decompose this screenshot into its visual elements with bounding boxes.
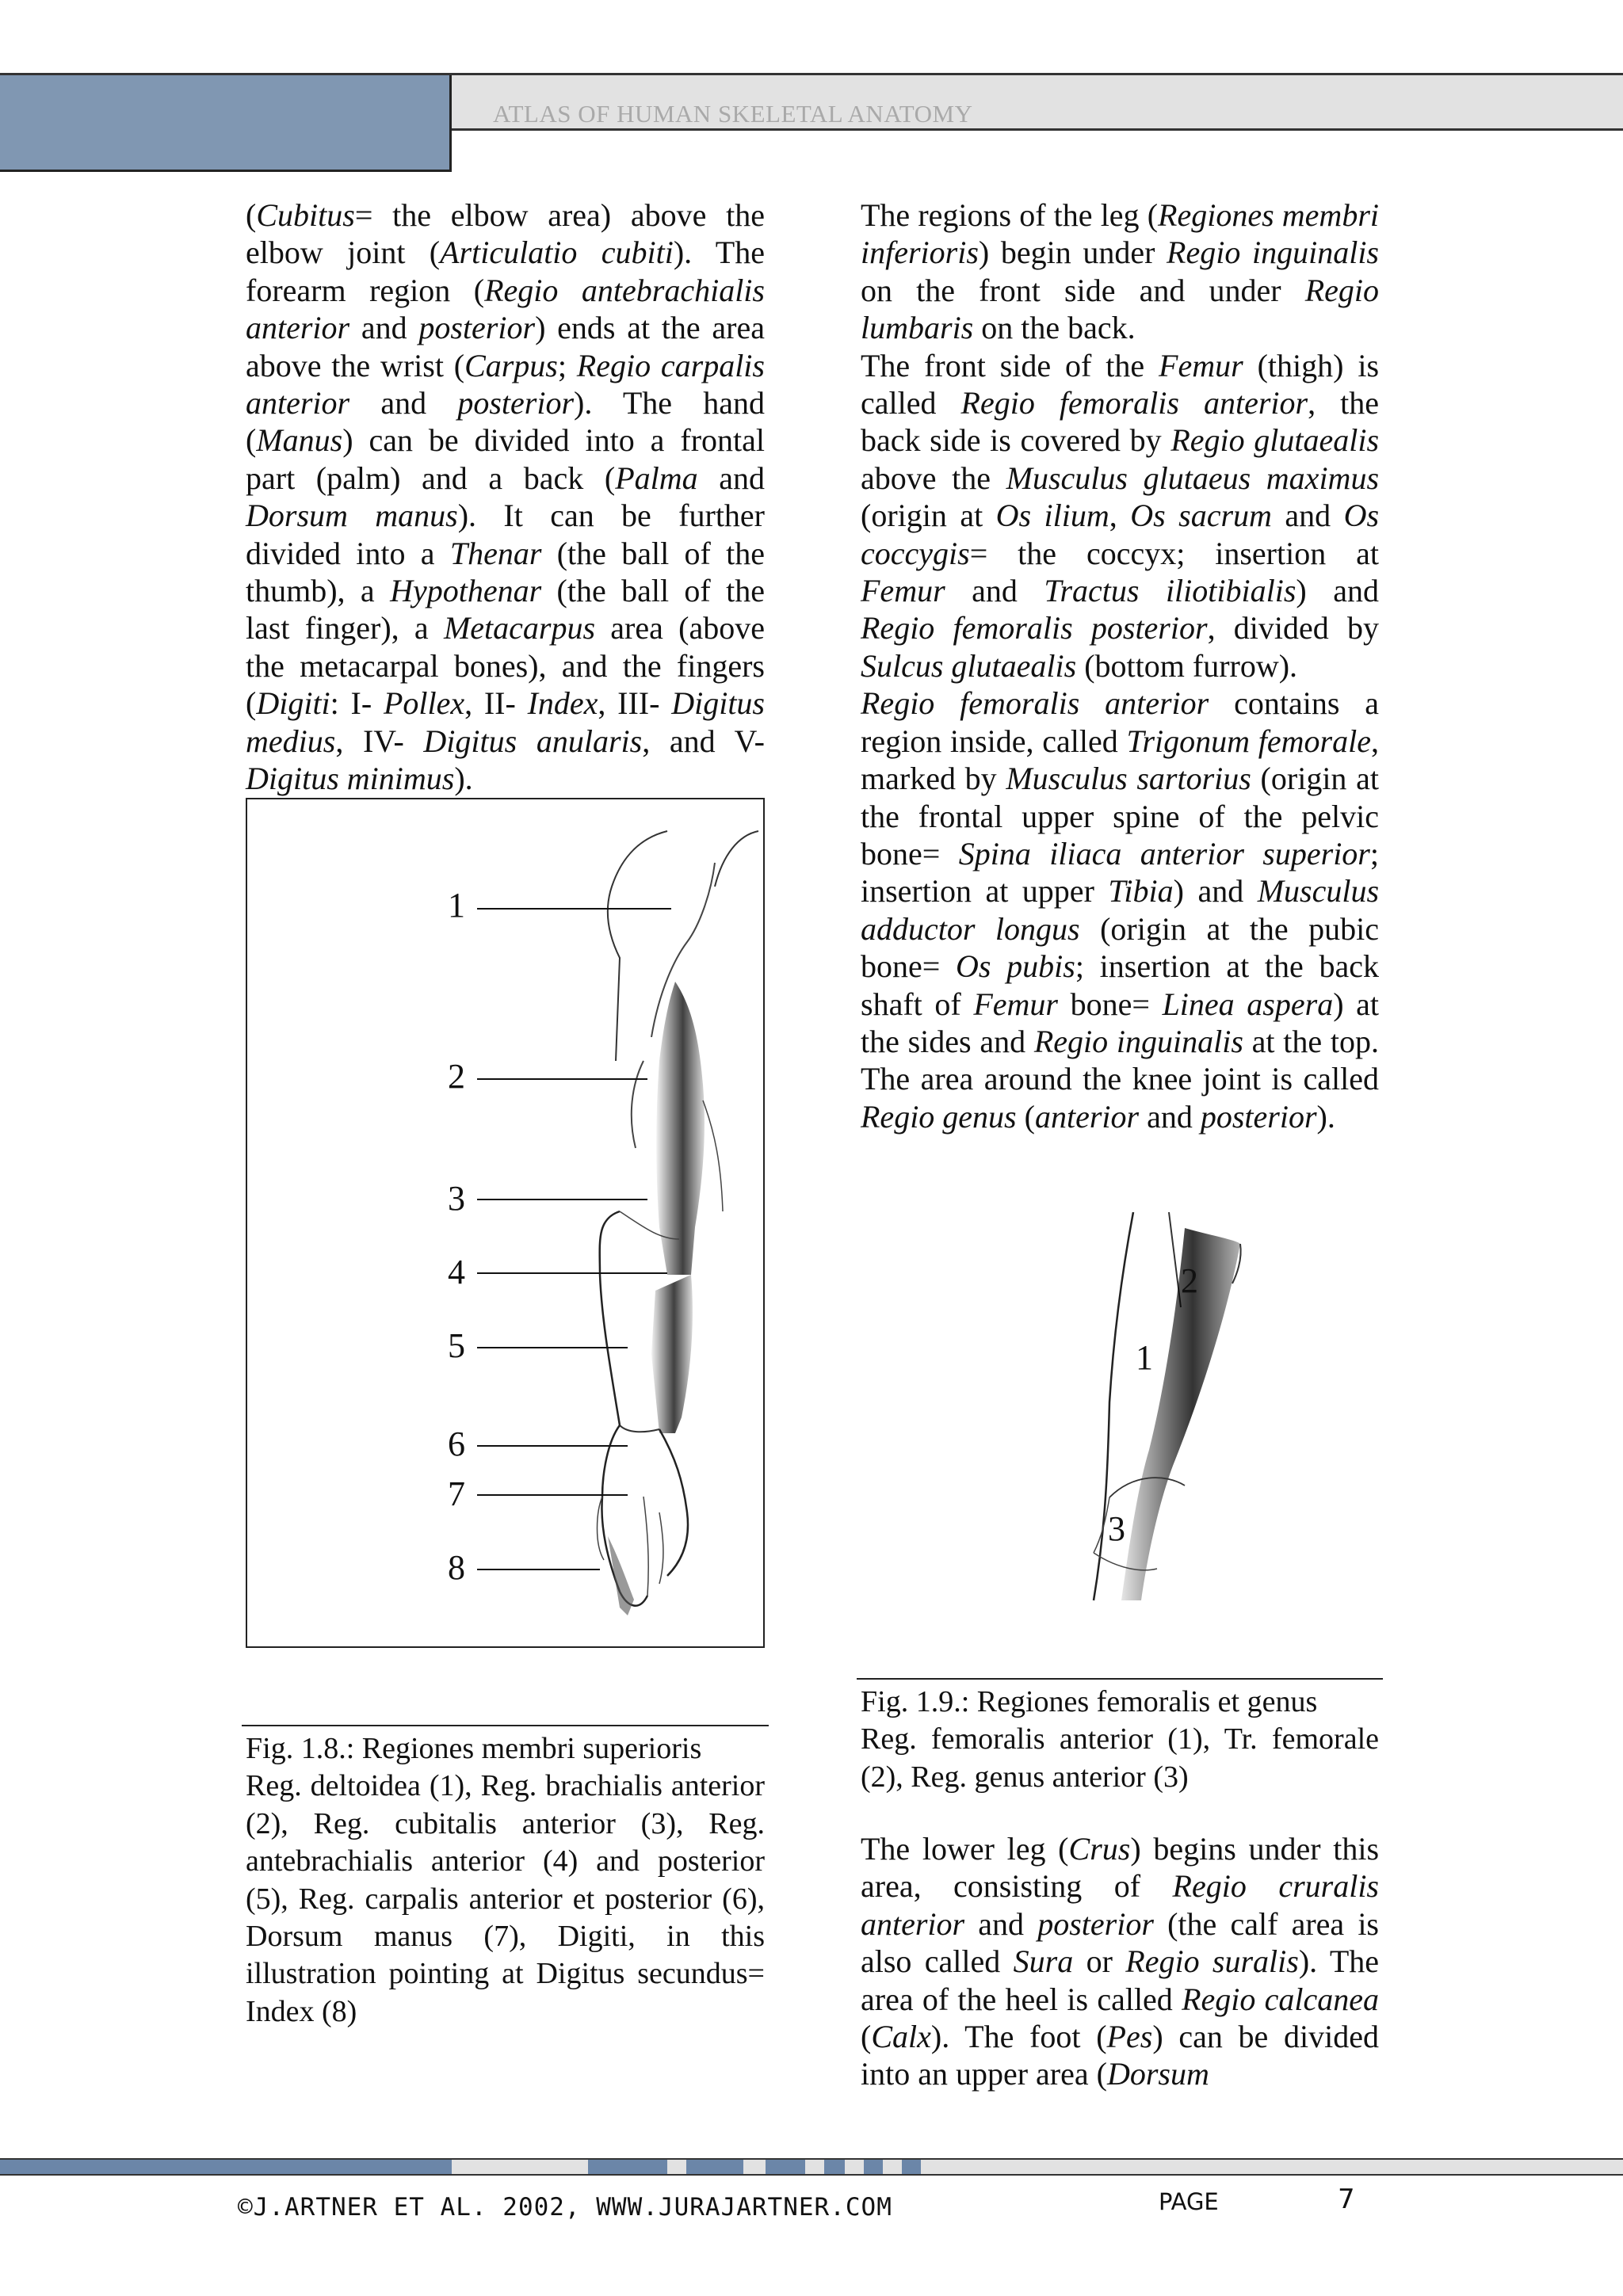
- caption-1-9: [861, 1684, 1379, 1796]
- text-run: , III-: [598, 685, 672, 722]
- footer-bar-segment: [743, 2158, 766, 2176]
- footer-bar-blue: [0, 2158, 452, 2176]
- text-run: (origin at the pubic bone=: [861, 910, 1380, 985]
- italic-term: Calx: [871, 2019, 931, 2055]
- italic-term: Palma: [615, 460, 698, 496]
- text-run: at the top. The area around the knee joint is called: [861, 1023, 1379, 1097]
- text-run: (: [1016, 1098, 1035, 1135]
- text-run: or: [1073, 1943, 1126, 1980]
- text-run: ; insertion at upper: [861, 835, 1379, 910]
- text-run: , divided by: [1207, 610, 1380, 646]
- italic-term: Regio antebrachialis anterior: [246, 272, 765, 346]
- text-run: ) at the sides and: [861, 986, 1380, 1059]
- caption-1-9-rule: [857, 1678, 1383, 1680]
- italic-term: Regio calcanea: [1182, 1981, 1379, 2017]
- header-blue-block: [0, 75, 452, 172]
- text-run: and: [349, 385, 458, 421]
- text-run: ) ends at the area above the wrist (: [246, 310, 765, 383]
- text-run: bone=: [1057, 986, 1163, 1022]
- text-run: contains a region inside, called: [861, 685, 1379, 759]
- fig-1-8-label-5: 5: [448, 1326, 465, 1365]
- italic-term: Sulcus glutaealis: [861, 647, 1077, 684]
- text-run: , II-: [464, 685, 528, 722]
- italic-term: Spina iliaca anterior superior: [958, 835, 1370, 871]
- italic-term: Thenar: [449, 535, 542, 571]
- text-run: ). The hand (: [246, 385, 765, 459]
- italic-term: Musculus glutaeus maximus: [1006, 460, 1380, 496]
- italic-term: posterior: [1037, 1905, 1154, 1942]
- italic-term: Pollex: [383, 685, 465, 722]
- text-run: on the back.: [973, 310, 1136, 346]
- caption-1-9-title: Fig. 1.9.: Regiones femoralis et genus: [861, 1685, 1318, 1718]
- text-run: The front side of the: [861, 347, 1159, 383]
- italic-term: Regio suralis: [1125, 1943, 1299, 1980]
- italic-term: posterior: [418, 310, 536, 346]
- text-run: ) and: [1173, 873, 1258, 910]
- fig-1-9-label-3: 3: [1108, 1509, 1125, 1548]
- italic-term: Pes: [1106, 2019, 1153, 2055]
- fig-1-8-label-7: 7: [448, 1474, 465, 1513]
- text-run: , IV-: [335, 723, 424, 759]
- text-run: and: [945, 573, 1044, 609]
- text-run: (the ball of the last finger), a: [246, 573, 765, 646]
- text-run: ;: [557, 347, 577, 383]
- text-run: and: [349, 310, 419, 346]
- italic-term: Crus: [1068, 1831, 1131, 1867]
- text-run: (: [246, 197, 257, 233]
- text-run: above the: [861, 460, 1006, 496]
- footer-bar-segment: [766, 2158, 805, 2176]
- text-run: = the elbow area) above the elbow joint (: [246, 197, 765, 271]
- italic-term: Dorsum: [1106, 2056, 1209, 2092]
- italic-term: Tibia: [1108, 873, 1174, 910]
- italic-term: Index: [527, 685, 598, 722]
- text-run: ; insertion at the back shaft of: [861, 948, 1379, 1022]
- footer-bar-grey: [452, 2158, 588, 2176]
- figure-1-8-frame: [246, 798, 765, 1648]
- text-run: , marked by: [861, 723, 1379, 797]
- text-run: and: [697, 460, 765, 496]
- footer-bar-segment: [902, 2158, 921, 2176]
- italic-term: Os pubis: [956, 948, 1075, 985]
- italic-term: Carpus: [464, 347, 558, 383]
- fig-1-8-label-1: 1: [448, 886, 465, 925]
- italic-term: Linea aspera: [1162, 986, 1334, 1022]
- italic-term: Digiti: [256, 685, 330, 722]
- text-run: : I-: [330, 685, 384, 722]
- footer-bar-segment: [845, 2158, 864, 2176]
- text-run: ,: [1109, 498, 1131, 534]
- footer-bar-segment: [805, 2158, 824, 2176]
- caption-1-8: [246, 1730, 765, 2031]
- right-column-text-bottom: [861, 1830, 1379, 2093]
- paragraph: [861, 196, 1379, 347]
- text-run: (origin at: [861, 498, 996, 534]
- paragraph: [246, 196, 765, 798]
- italic-term: Dorsum manus: [246, 498, 458, 534]
- text-run: ).: [454, 761, 473, 797]
- italic-term: Regio lumbaris: [861, 272, 1379, 346]
- text-run: = the coccyx; insertion at: [969, 535, 1379, 571]
- text-run: (thigh) is called: [861, 347, 1380, 421]
- italic-term: Digitus medius: [246, 685, 765, 759]
- footer-copyright: ©J.ARTNER ET AL. 2002, WWW.JURAJARTNER.COM: [238, 2193, 892, 2222]
- arm-illustration: [247, 799, 763, 1646]
- footer-bar-segment: [686, 2158, 743, 2176]
- caption-1-8-rule: [242, 1725, 769, 1726]
- footer-page-label: PAGE: [1159, 2188, 1219, 2215]
- fig-1-9-label-1: 1: [1136, 1338, 1153, 1377]
- text-run: ) begin under: [978, 235, 1167, 271]
- text-run: (origin at the frontal upper spine of the pelvic bone=: [861, 761, 1379, 871]
- italic-term: Femur: [1159, 347, 1243, 383]
- footer-bar-segment: [824, 2158, 845, 2176]
- left-column-text: [246, 196, 765, 798]
- italic-term: Os ilium: [995, 498, 1109, 534]
- italic-term: Musculus adductor longus: [861, 873, 1380, 947]
- leg-illustration: [1046, 1212, 1252, 1608]
- italic-term: Musculus sartorius: [1006, 761, 1251, 797]
- text-run: and: [964, 1905, 1038, 1942]
- text-run: (the calf area is also called: [861, 1905, 1379, 1980]
- italic-term: Hypothenar: [390, 573, 542, 609]
- italic-term: Regio femoralis anterior: [960, 385, 1308, 421]
- italic-term: Metacarpus: [443, 610, 596, 646]
- italic-term: Sura: [1013, 1943, 1074, 1980]
- italic-term: Regio genus: [861, 1098, 1017, 1135]
- header-title: ATLAS OF HUMAN SKELETAL ANATOMY: [493, 100, 973, 128]
- paragraph: [861, 685, 1379, 1135]
- caption-1-8-body: Reg. deltoidea (1), Reg. brachialis anterior (2), Reg. cubitalis anterior (3), Reg. antebrachialis anterior (4) and posterior (5), Reg. carpalis anterior et posterior (6), Dorsum manus (7), Digiti, in this illustration pointing at Digitus secundus= Index (8): [246, 1769, 765, 2028]
- footer-bar-segment: [883, 2158, 902, 2176]
- italic-term: Manus: [256, 422, 343, 459]
- italic-term: Regio inguinalis: [1033, 1023, 1243, 1059]
- text-run: , the back side is covered by: [861, 385, 1379, 459]
- text-run: (the ball of the thumb), a: [246, 535, 765, 609]
- text-run: (bottom furrow).: [1076, 647, 1298, 684]
- footer-bar-segment: [588, 2158, 667, 2176]
- text-run: ). The foot (: [930, 2019, 1107, 2055]
- italic-term: Regio cruralis anterior: [861, 1868, 1379, 1942]
- italic-term: Femur: [973, 986, 1058, 1022]
- right-column-text-top: [861, 196, 1379, 1135]
- figure-1-9: [1046, 1212, 1252, 1608]
- fig-1-8-label-8: 8: [448, 1548, 465, 1587]
- text-run: The regions of the leg (: [861, 197, 1159, 233]
- fig-1-9-label-2: 2: [1181, 1261, 1198, 1300]
- italic-term: Trigonum femorale: [1126, 723, 1371, 759]
- text-run: ).: [1316, 1098, 1335, 1135]
- italic-term: Regiones membri inferioris: [861, 197, 1379, 271]
- italic-term: Articulatio cubiti: [440, 235, 674, 271]
- italic-term: Regio inguinalis: [1167, 235, 1379, 271]
- text-run: ). It can be further divided into a: [246, 498, 765, 571]
- italic-term: Os coccygis: [861, 498, 1380, 571]
- text-run: on the front side and under: [861, 272, 1305, 308]
- fig-1-8-label-4: 4: [448, 1253, 465, 1291]
- text-run: (: [861, 2019, 872, 2055]
- text-run: area (above the metacarpal bones), and the fingers (: [246, 610, 765, 722]
- text-run: ) can be divided into a frontal part (palm) and a back (: [246, 422, 765, 496]
- italic-term: Regio carpalis anterior: [246, 347, 765, 421]
- paragraph: [861, 347, 1379, 685]
- fig-1-8-label-3: 3: [448, 1179, 465, 1218]
- text-run: ) and: [1296, 573, 1379, 609]
- text-run: ) can be divided into an upper area (: [861, 2019, 1379, 2092]
- text-run: ). The forearm region (: [246, 235, 765, 308]
- text-run: and: [1271, 498, 1344, 534]
- italic-term: Cubitus: [256, 197, 355, 233]
- footer-bar-grey-end: [921, 2158, 1623, 2176]
- italic-term: Tractus iliotibialis: [1044, 573, 1296, 609]
- fig-1-8-label-2: 2: [448, 1057, 465, 1096]
- italic-term: Os sacrum: [1130, 498, 1272, 534]
- text-run: and: [1139, 1098, 1201, 1135]
- text-run: The lower leg (: [861, 1831, 1069, 1867]
- italic-term: anterior: [1034, 1098, 1140, 1135]
- italic-term: Femur: [861, 573, 945, 609]
- footer-page-number: 7: [1338, 2183, 1355, 2215]
- caption-1-8-title: Fig. 1.8.: Regiones membri superioris: [246, 1732, 702, 1765]
- footer-bar-segment: [864, 2158, 883, 2176]
- italic-term: posterior: [457, 385, 575, 421]
- italic-term: Regio femoralis posterior: [861, 610, 1208, 646]
- italic-term: Digitus anularis: [423, 723, 643, 759]
- italic-term: posterior: [1200, 1098, 1317, 1135]
- caption-1-9-body: Reg. femoralis anterior (1), Tr. femorale (2), Reg. genus anterior (3): [861, 1722, 1379, 1794]
- italic-term: Regio femoralis anterior: [861, 685, 1209, 722]
- text-run: ). The area of the heel is called: [861, 1943, 1380, 2017]
- text-run: ) begins under this area, consisting of: [861, 1831, 1380, 1905]
- italic-term: Digitus minimus: [246, 761, 455, 797]
- paragraph: [861, 1830, 1379, 2093]
- fig-1-8-label-6: 6: [448, 1425, 465, 1463]
- text-run: , and V-: [642, 723, 766, 759]
- italic-term: Regio glutaealis: [1170, 422, 1380, 459]
- footer-bar-segment: [667, 2158, 686, 2176]
